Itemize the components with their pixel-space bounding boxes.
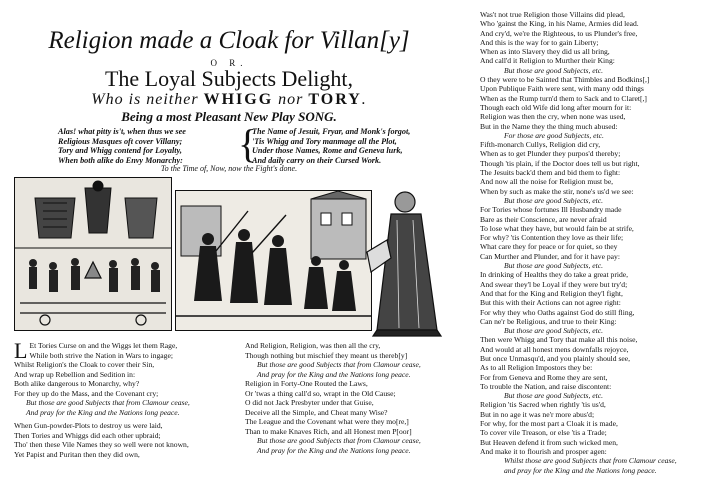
- verse-line: For why? 'tis Contention they love as their life;: [480, 233, 624, 243]
- chorus-line: But those are good Subjects, etc.: [504, 65, 604, 75]
- chorus-line: But those are good Subjects that from Clamour cease,: [26, 398, 190, 408]
- verse-line: For from Geneva and Rome they are sent,: [480, 372, 608, 382]
- chorus-line: and pray for the King and the Nations long peace.: [504, 465, 657, 475]
- verse-line: And swear they'l be Loyal if they were but try'd;: [480, 279, 628, 289]
- whigg-word: WHIGG: [203, 91, 274, 108]
- verse-line: L Et Tories Curse on and the Wiggs let them Rage,: [14, 338, 178, 363]
- verse-line: What care they for peace or for quiet, so they: [480, 242, 618, 252]
- verse-line: For Tories whose fortunes Ill Husbandry made: [480, 205, 622, 215]
- verse-column-1: [14, 338, 239, 460]
- verse-line: But this with their Actions can not agree right:: [480, 298, 621, 308]
- woodcut-church-scene: [14, 177, 172, 331]
- verse-line: Was't not true Religion those Villains did plead,: [480, 10, 625, 19]
- verse-line: Upon Publique Faith were sent, with many odd things: [480, 84, 644, 94]
- verse-line: When Gun-powder-Plots to destroy us were laid,: [14, 421, 163, 431]
- drop-cap: L: [14, 338, 28, 363]
- verse-line: Tho' then these Vile Names they so well were not known,: [14, 440, 189, 450]
- verse-line: Whilst Religion's the Cloak to cover their Sin,: [14, 360, 155, 370]
- verse-line: For why they who Oaths against God do still fling,: [480, 307, 635, 317]
- verse-line: And now all the noise for Religion must be,: [480, 177, 614, 187]
- woodcut-street-scene: [175, 190, 372, 331]
- ballad-subtitle: The Loyal Subjects Delight,: [104, 66, 354, 91]
- ballad-subtitle-line2: Who is neither WHIGG nor TORY.: [91, 91, 367, 108]
- chorus-line: And pray for the King and the Nations long peace.: [257, 446, 411, 456]
- chorus-line: For those are good Subjects, etc.: [504, 130, 604, 140]
- chorus-line: But those are good Subjects that from Clamour cease,: [257, 360, 421, 370]
- verse-line: For why, for the most part a Cloak it is made,: [480, 419, 618, 429]
- verse-line: The League and the Covenant what were they mo[re,]: [245, 417, 409, 427]
- verse-line: When as into Slavery they did us all bring,: [480, 47, 610, 57]
- verse-line: And Religion, Religion, was then all the cry,: [245, 341, 381, 350]
- verse-line: O did not Jack Presbyter under that Guise,: [245, 398, 374, 408]
- verse-line: To trouble the Nation, and raise discontent:: [480, 381, 612, 391]
- tory-word: TORY: [308, 91, 362, 108]
- verse-line: The Jesuits back'd them and bid them to fight:: [480, 168, 621, 178]
- chorus-line: But those are good Subjects that from Clamour cease,: [257, 436, 421, 446]
- verse-column-2: [245, 341, 450, 456]
- verse-line: Fifth-monarch Cullys, Religion did cry,: [480, 140, 601, 150]
- verse-line: In drinking of Healths they do take a great pride,: [480, 270, 629, 280]
- verse-line: Then were Whigg and Tory that make all this noise,: [480, 335, 638, 345]
- ballad-tagline: Being a most Pleasant New Play SONG.: [121, 109, 337, 124]
- verse-line: And make it to flourish and prosper agen:: [480, 446, 607, 456]
- chorus-line: And pray for the King and the Nations long peace.: [26, 407, 180, 417]
- verse-line: Who 'gainst the King, in his Name, Armies did lead.: [480, 19, 639, 29]
- verse-line: And cry'd, we're the Righteous, to us Plunder's free,: [480, 28, 638, 38]
- verse-line: And this is the way for to gain Liberty;: [480, 37, 599, 47]
- verse-line: For they up do the Mass, and the Covenant cry;: [14, 388, 159, 398]
- verse-column-3: [480, 10, 710, 475]
- verse-line: And call'd it Religion to Murther their King:: [480, 56, 615, 66]
- verse-line: But Heaven defend it from such wicked men,: [480, 437, 618, 447]
- verse-line: When as the Rump turn'd them to Sack and to Claret[,]: [480, 93, 647, 103]
- verse-line: When as to get Plunder they purpos'd thereby;: [480, 149, 621, 159]
- chorus-line: But those are good Subjects, etc.: [504, 195, 604, 205]
- verse-line: Though each old Wife did long after mourn for it:: [480, 102, 632, 112]
- verse-line: But once Unmasqu'd, and you plainly should see,: [480, 353, 631, 363]
- verse-line: And that for the King and Religion they'l fight,: [480, 288, 623, 298]
- verse-line: Then Tories and Whiggs did each other upbraid;: [14, 430, 161, 440]
- verse-line: Religion in Forty-One Routed the Laws,: [245, 379, 368, 389]
- verse-line: And would at all honest mens downfalls rejoyce,: [480, 344, 629, 354]
- or-divider: O R.: [210, 58, 248, 68]
- tune-line: To the Time of, Now, now the Fight's done.: [160, 164, 298, 173]
- intro-stanza-right: The Name of Jesuit, Fryar, and Monk's forgot, 'Tis Whigg and Tory manmage all the Plot, Under those Names, Rome and Geneva lurk, And daily carry on their Cursed Work.: [252, 127, 411, 165]
- intro-stanza-left: Alas! what pitty is't, when thus we see Religious Masques oft cover Villany; Tory and Whigg contend for Loyalty, When both alike do Envy Monarchy:: [58, 127, 186, 165]
- verse-line: While both strive the Nation in Wars to ingage;: [29, 350, 173, 360]
- verse-line: Can ne'r be Religious, and true to their King:: [480, 316, 617, 326]
- verse-line: But in the Name they the thing much abused:: [480, 121, 618, 131]
- ballad-title: Religion made a Cloak for Villan[y]: [48, 27, 410, 54]
- verse-line: As to all Religion Impostors they be:: [480, 363, 593, 373]
- verse-line: Can Murther and Plunder, and for it have pay:: [480, 251, 620, 261]
- verse-line: Bare as their Conscience, are never afraid: [480, 214, 607, 224]
- brace-ornament: {: [238, 121, 258, 166]
- verse-line: O they were to be Sainted that Thimbles and Bodkins[,]: [480, 75, 650, 85]
- verse-line: Religion 'tis Sacred when rightly 'tis us'd,: [480, 400, 606, 410]
- chorus-line: And pray for the King and the Nations long peace.: [257, 369, 411, 379]
- verse-line: Though nothing but mischief they meant us thereb[y]: [245, 350, 408, 360]
- verse-line: To lose what they have, but would fain be at strife,: [480, 223, 634, 233]
- verse-line: When by such as make the stir, none's us'd we see:: [480, 186, 634, 196]
- verse-line: To cover vile Treason, or else 'tis a Trade;: [480, 428, 607, 438]
- chorus-line: But those are good Subjects, etc.: [504, 391, 604, 401]
- verse-line: But in no age it was ne'r more abus'd;: [480, 409, 595, 419]
- verse-line: Or 'twas a thing call'd so, wrapt in the Old Cause;: [245, 388, 396, 398]
- verse-line: Religion was then the cry, when none was used,: [480, 112, 626, 122]
- verse-line: Yet Papist and Puritan then they did own,: [14, 450, 140, 460]
- woodcut-standing-figure: [357, 180, 447, 340]
- verse-line: Deceive all the Simple, and Cheat many Wise?: [245, 407, 388, 417]
- chorus-line: But those are good Subjects, etc.: [504, 261, 604, 271]
- verse-line: Both alike dangerous to Monarchy, why?: [14, 379, 140, 389]
- verse-line: And wrap up Rebellion and Sedition in:: [14, 369, 136, 379]
- verse-line: Than to make Knaves Rich, and all Honest men P[oor]: [245, 426, 412, 436]
- chorus-line: But those are good Subjects, etc.: [504, 326, 604, 336]
- chorus-line: Whilst those are good Subjects that from Clamour cease,: [504, 456, 677, 466]
- verse-line: Though 'tis plain, if the Doctor does tell us but right,: [480, 158, 640, 168]
